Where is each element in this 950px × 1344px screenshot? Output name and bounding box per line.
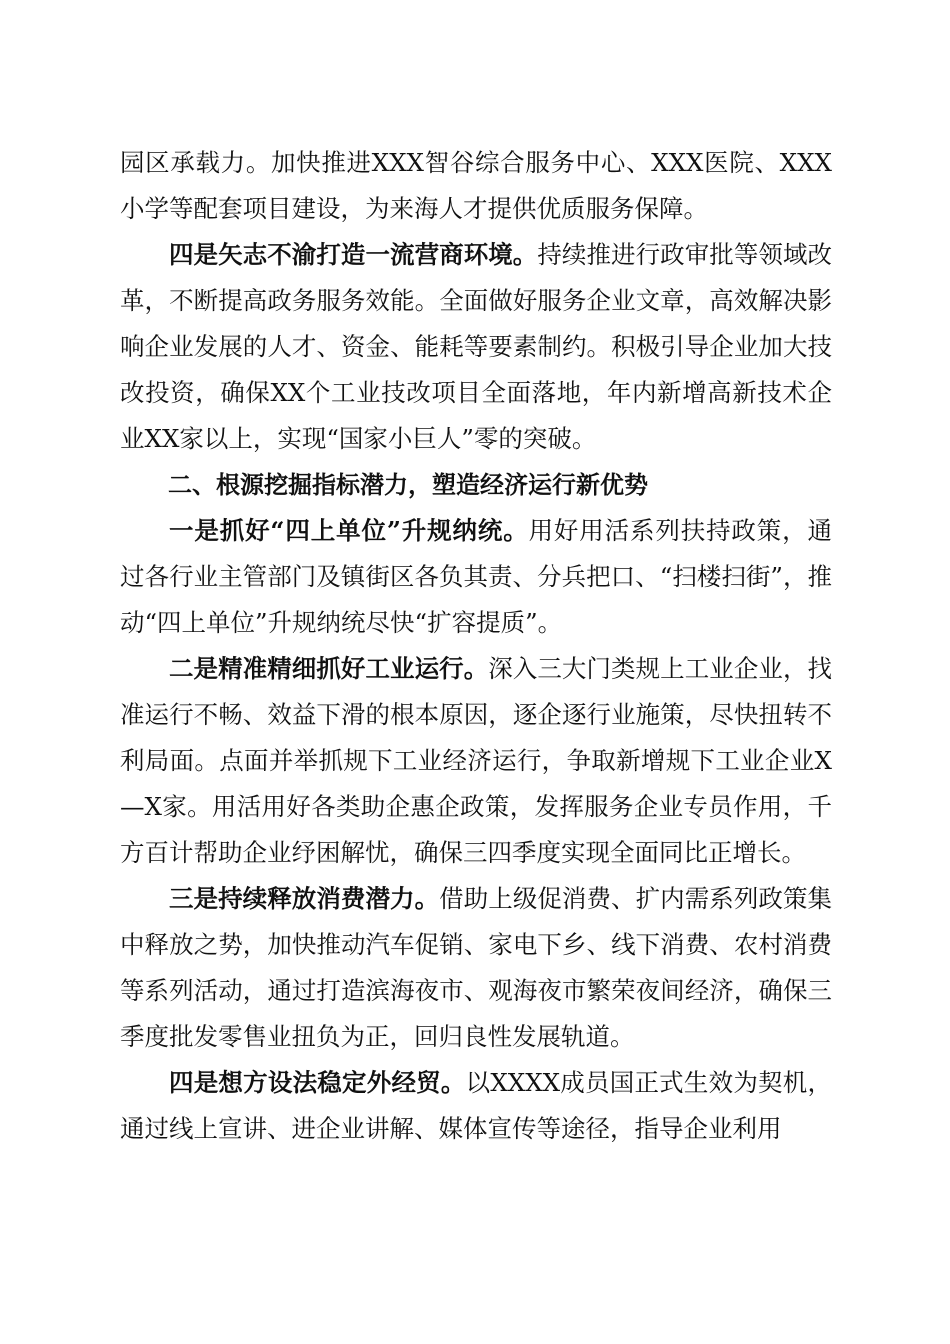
paragraph-industrial-operation (120, 646, 832, 876)
paragraph-continuation (120, 140, 832, 232)
paragraph-business-environment (120, 232, 832, 462)
paragraph-text: 用好用活系列扶持政策，通过各行业主管部门及镇街区各负其责、分兵把口、“扫楼扫街”，推动“四上单位”升规纳统尽快“扩容提质”。 (120, 516, 833, 637)
paragraph-lead: 二是精准精细抓好工业运行。 (169, 654, 489, 683)
paragraph-foreign-trade (120, 1060, 832, 1152)
document-body (120, 140, 832, 1152)
paragraph-lead: 一是抓好“四上单位”升规纳统。 (169, 516, 529, 545)
paragraph-four-above-units (120, 508, 832, 646)
paragraph-lead: 四是矢志不渝打造一流营商环境。 (169, 240, 538, 269)
paragraph-text: 深入三大门类规上工业企业，找准运行不畅、效益下滑的根本原因，逐企逐行业施策，尽快扭转不利局面。点面并举抓规下工业经济运行，争取新增规下工业企业X—X家。用活用好各类助企惠企政策，发挥服务企业专员作用，千方百计帮助企业纾困解忧，确保三四季度实现全面同比正增长。 (120, 654, 832, 867)
paragraph-lead: 四是想方设法稳定外经贸。 (169, 1068, 466, 1097)
paragraph-consumption (120, 876, 832, 1060)
paragraph-lead: 三是持续释放消费潜力。 (169, 884, 440, 913)
paragraph-text: 持续推进行政审批等领域改革，不断提高政务服务效能。全面做好服务企业文章，高效解决影响企业发展的人才、资金、能耗等要素制约。积极引导企业加大技改投资，确保XX个工业技改项目全面落地，年内新增高新技术企业XX家以上，实现“国家小巨人”零的突破。 (120, 240, 833, 453)
paragraph-text: 园区承载力。加快推进XXX智谷综合服务中心、XXX医院、XXX小学等配套项目建设，为来海人才提供优质服务保障。 (120, 148, 832, 223)
section-heading: 二、根源挖掘指标潜力，塑造经济运行新优势 (168, 471, 648, 499)
paragraph-text: 以XXXX成员国正式生效为契机，通过线上宣讲、进企业讲解、媒体宣传等途径，指导企业利用 (120, 1068, 832, 1143)
paragraph-text: 借助上级促消费、扩内需系列政策集中释放之势，加快推动汽车促销、家电下乡、线下消费、农村消费等系列活动，通过打造滨海夜市、观海夜市繁荣夜间经济，确保三季度批发零售业扭负为正，回归良性发展轨道。 (120, 884, 833, 1051)
